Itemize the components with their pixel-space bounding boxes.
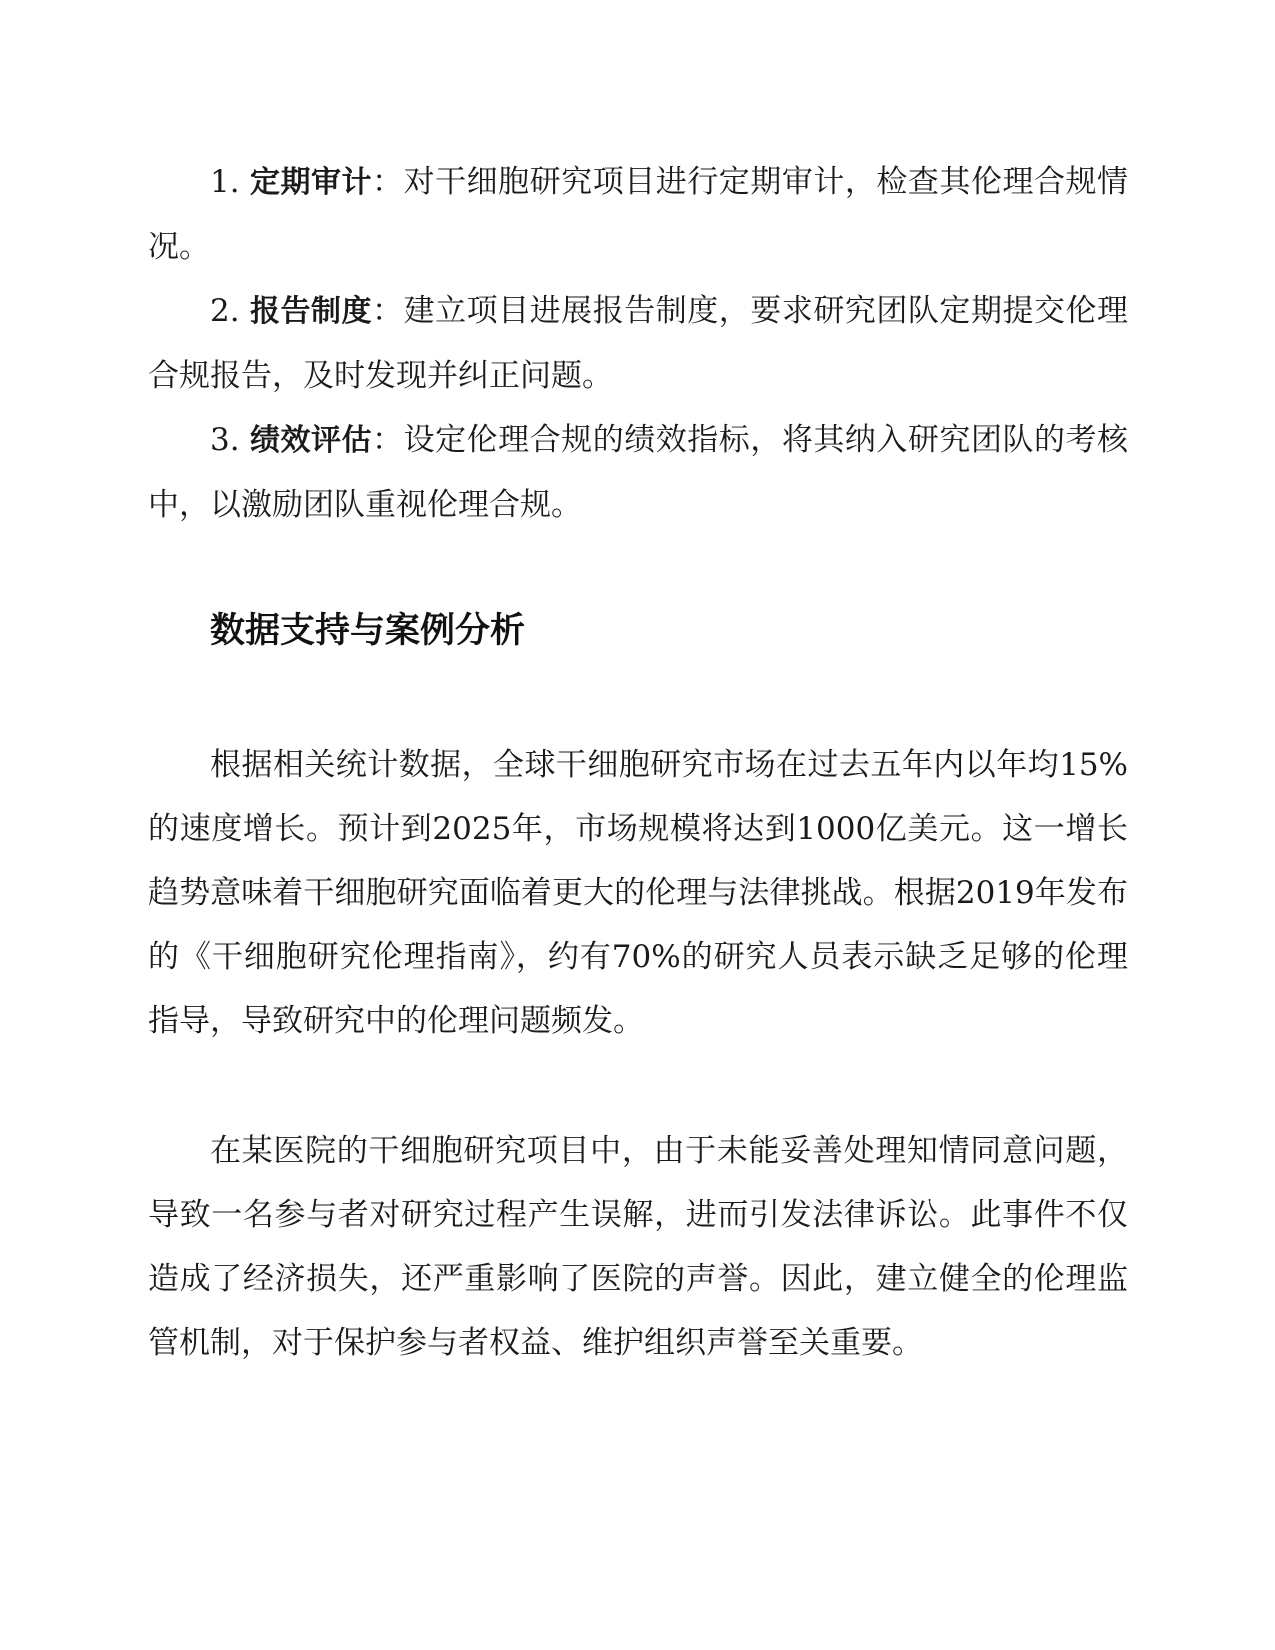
list-number: 3. [210,422,240,458]
document-page [148,150,1128,1375]
section-heading: 数据支持与案例分析 [210,611,526,651]
list-separator: ： [372,164,404,200]
list-title: 定期审计 [249,165,373,200]
list-separator: ： [372,293,404,329]
list-text: 对干细胞研究项目进行定期审计，检查其伦理合规情况。 [148,164,1129,265]
list-item-audit [148,150,1128,279]
body-paragraph-case: 在某医院的干细胞研究项目中，由于未能妥善处理知情同意问题，导致一名参与者对研究过程产生误解，进而引发法律诉讼。此事件不仅造成了经济损失，还严重影响了医院的声誉。因此，建立健全的伦理监管机制，对于保护参与者权益、维护组织声誉至关重要。 [148,1133,1128,1361]
list-title: 报告制度 [249,294,373,329]
list-text: 建立项目进展报告制度，要求研究团队定期提交伦理合规报告，及时发现并纠正问题。 [148,293,1129,394]
list-item-reporting [148,279,1128,408]
list-number: 1. [210,164,240,200]
list-title: 绩效评估 [249,423,373,458]
list-item-evaluation [148,408,1128,537]
list-number: 2. [210,293,240,329]
body-paragraph-statistics: 根据相关统计数据，全球干细胞研究市场在过去五年内以年均15%的速度增长。预计到2025年，市场规模将达到1000亿美元。这一增长趋势意味着干细胞研究面临着更大的伦理与法律挑战。根据2019年发布的《干细胞研究伦理指南》，约有70%的研究人员表示缺乏足够的伦理指导，导致研究中的伦理问题频发。 [148,747,1128,1039]
list-separator: ： [372,422,404,458]
list-text: 设定伦理合规的绩效指标，将其纳入研究团队的考核中，以激励团队重视伦理合规。 [148,422,1129,523]
